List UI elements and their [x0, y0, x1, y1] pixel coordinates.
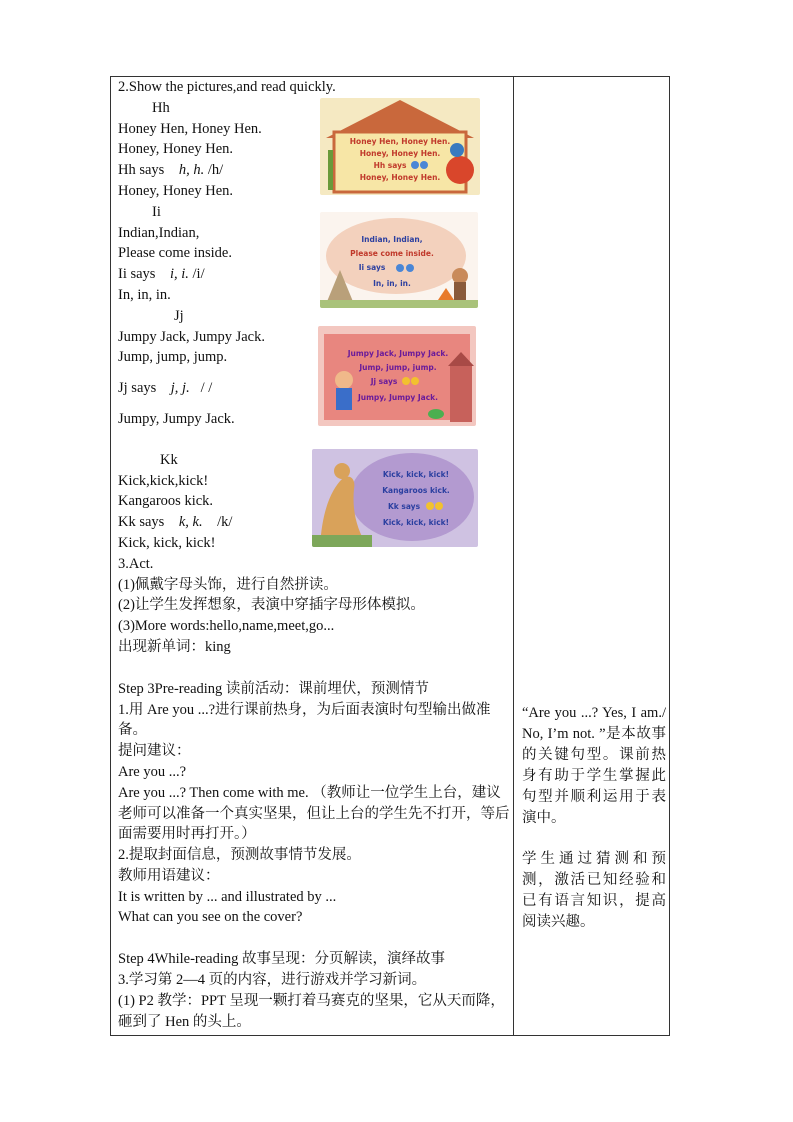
- teacher-label: 教师用语建议：: [118, 867, 220, 884]
- says-line: Jj says j, j. / /: [118, 380, 213, 397]
- honey-hen-picture: [320, 98, 480, 195]
- picture-caption: Kangaroos kick.: [382, 486, 450, 495]
- letter-jj: Jj: [174, 307, 184, 324]
- picture-caption: In, in, in.: [373, 279, 411, 288]
- picture-caption: Honey Hen, Honey Hen.: [349, 137, 451, 146]
- act-item: (2)让学生发挥想象，表演中穿插字母形体模拟。: [118, 597, 425, 614]
- step3-title: Step 3Pre-reading 读前活动：课前埋伏，预测情节: [118, 680, 429, 697]
- picture-caption: Honey, Honey Hen.: [359, 149, 441, 158]
- says-line: Kk says k, k. /k/: [118, 514, 233, 531]
- step3-item1: 1.用 Are you ...?进行课前热身，为后面表演时句型输出做准备。: [118, 701, 491, 739]
- act-item: (1)佩戴字母头饰，进行自然拼读。: [118, 576, 338, 593]
- picture-caption: Jumpy Jack, Jumpy Jack.: [347, 349, 449, 358]
- picture-caption: Kk says: [387, 502, 421, 511]
- picture-caption: Please come inside.: [350, 249, 434, 258]
- picture-caption: Ii says: [358, 263, 386, 272]
- picture-caption: Jumpy, Jumpy Jack.: [357, 393, 439, 402]
- letter-ii: Ii: [152, 203, 161, 220]
- says-line: Ii says i, i. /i/: [118, 266, 205, 283]
- step4-p2: (1) P2 教学：PPT 呈现一颗打着马赛克的坚果，它从天而降，砸到了 Hen 的头上。: [118, 992, 505, 1030]
- chant-line: Honey, Honey Hen.: [118, 182, 234, 199]
- chant-line: Kick,kick,kick!: [118, 472, 209, 489]
- act-item: (3)More words:hello,name,meet,go...: [118, 618, 335, 635]
- kangaroo-picture: [312, 449, 478, 547]
- step4-item3: 3.学习第 2—4 页的内容，进行游戏并学习新词。: [118, 972, 427, 989]
- teacher-line: What can you see on the cover?: [118, 909, 303, 926]
- column-divider: [513, 77, 514, 1035]
- picture-caption: Kick, kick, kick!: [382, 518, 450, 527]
- chant-line: In, in, in.: [118, 286, 171, 303]
- step3-item2: 2.提取封面信息，预测故事情节发展。: [118, 847, 361, 864]
- picture-caption: Honey, Honey Hen.: [359, 173, 441, 182]
- letter-hh: Hh: [152, 99, 170, 116]
- show-pictures-title: 2.Show the pictures,and read quickly.: [118, 79, 336, 95]
- note-key-pattern: “Are you ...? Yes, I am./ No, I’m not. ”是本故事的关键句型。课前热身有助于学生掌握此句型并顺利运用于表演中。: [522, 705, 666, 826]
- chant-line: Please come inside.: [118, 245, 232, 262]
- says-line: Hh says h, h. /h/: [118, 162, 224, 179]
- picture-caption: Kick, kick, kick!: [382, 470, 450, 479]
- question-2: Are you ...? Then come with me. （教师让一位学生上台，建议老师可以准备一个真实坚果，但让上台的学生先不打开，等后面需要用时再打开。）: [118, 784, 510, 843]
- picture-caption: Jump, jump, jump.: [359, 363, 437, 372]
- chant-line: Honey Hen, Honey Hen.: [118, 120, 262, 137]
- chant-line: Honey, Honey Hen.: [118, 141, 234, 158]
- chant-line: Jump, jump, jump.: [118, 349, 228, 366]
- act-title: 3.Act.: [118, 555, 154, 572]
- chant-line: Kangaroos kick.: [118, 493, 214, 510]
- new-word: 出现新单词：king: [118, 638, 231, 655]
- chant-line: Indian,Indian,: [118, 224, 200, 241]
- suggest-label: 提问建议：: [118, 743, 191, 760]
- chant-line: Kick, kick, kick!: [118, 534, 216, 551]
- indian-picture: [320, 212, 478, 308]
- notes-column: [522, 703, 666, 933]
- picture-caption: Indian, Indian,: [361, 235, 423, 244]
- jumpy-jack-picture: [318, 326, 476, 426]
- question-1: Are you ...?: [118, 763, 187, 780]
- chant-line: Jumpy, Jumpy Jack.: [118, 410, 235, 427]
- teacher-line: It is written by ... and illustrated by ...: [118, 888, 337, 905]
- note-prediction: 学生通过猜测和预测，激活已知经验和已有语言知识，提高阅读兴趣。: [522, 851, 666, 930]
- chant-line: Jumpy Jack, Jumpy Jack.: [118, 328, 265, 345]
- letter-kk: Kk: [160, 451, 178, 468]
- picture-caption: Jj says: [370, 377, 398, 386]
- step4-title: Step 4While-reading 故事呈现：分页解读，演绎故事: [118, 951, 446, 968]
- picture-caption: Hh says: [373, 161, 407, 170]
